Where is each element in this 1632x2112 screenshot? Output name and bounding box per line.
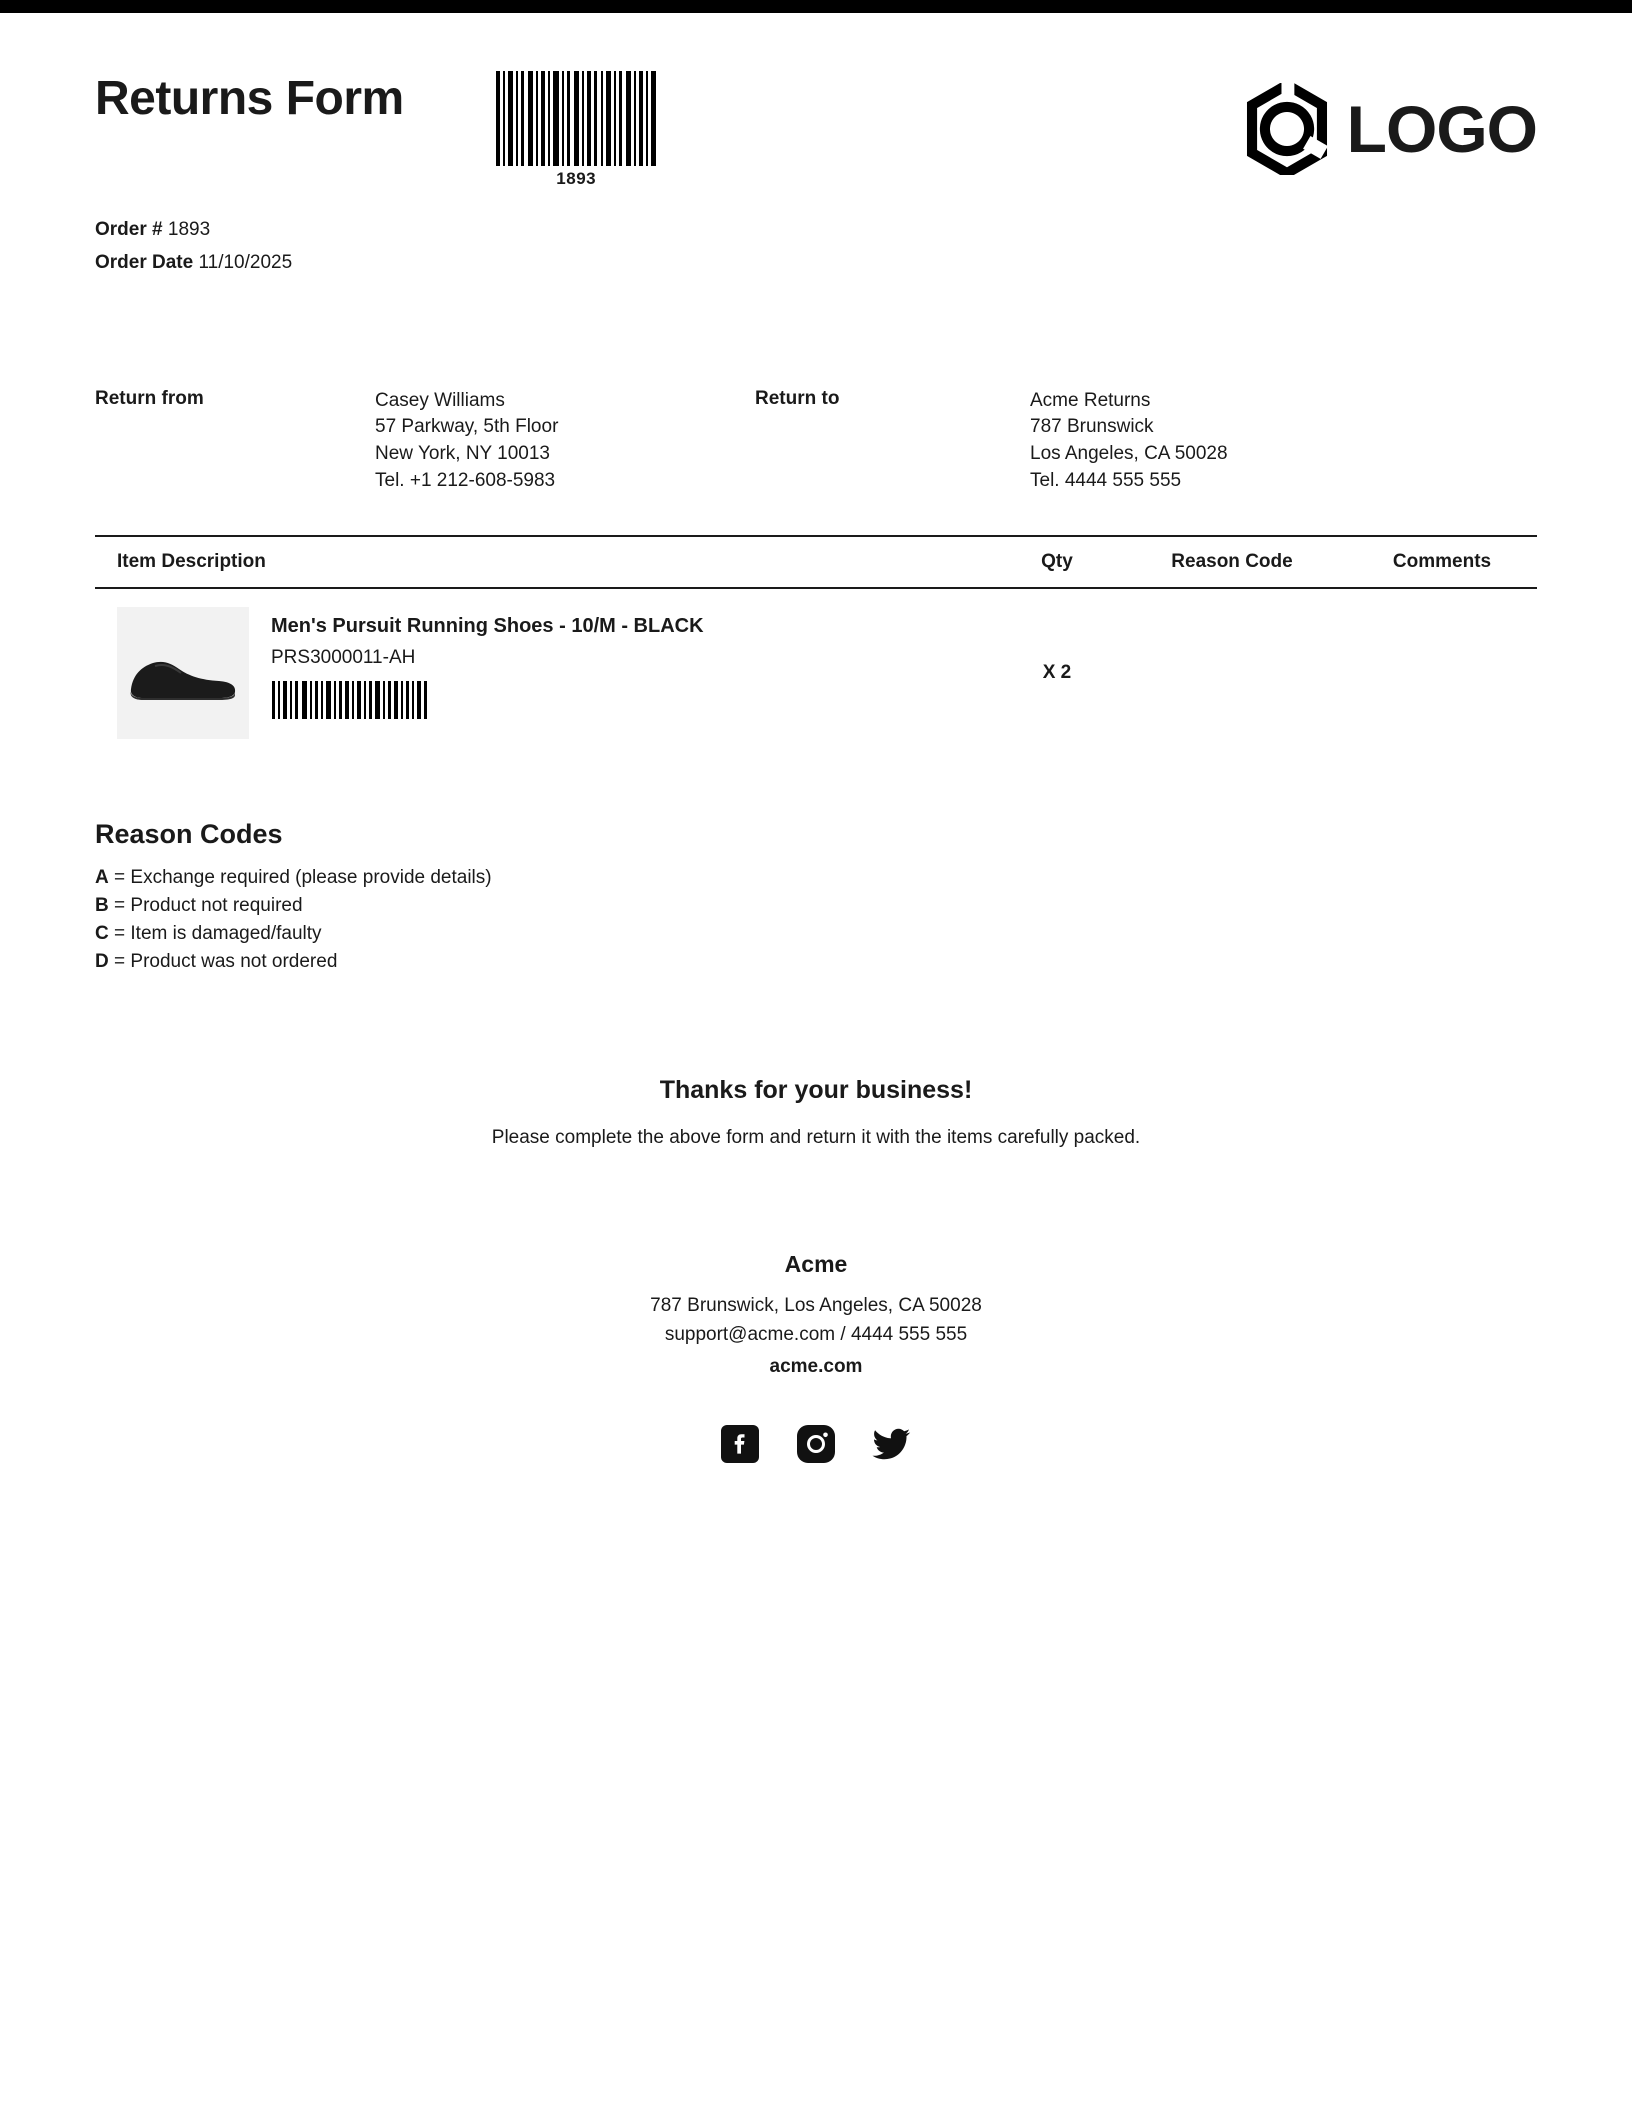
thanks-title: Thanks for your business! <box>659 1076 973 1105</box>
reason-code-item <box>95 864 1537 892</box>
order-date-value: 11/10/2025 <box>198 252 293 274</box>
item-title: Men's Pursuit Running Shoes - 10/M - BLACK <box>271 615 704 638</box>
footer-contact: support@acme.com / 4444 555 555 <box>664 1324 968 1346</box>
column-header-description: Item Description <box>117 551 266 573</box>
return-to-label: Return to <box>755 387 840 409</box>
return-to-street: 787 Brunswick <box>1030 416 1154 438</box>
column-header-comments: Comments <box>1392 551 1492 573</box>
order-number-label: Order # <box>95 219 163 240</box>
table-row <box>95 589 1537 757</box>
return-to-city: Los Angeles, CA 50028 <box>1030 443 1228 465</box>
items-table <box>95 535 1537 757</box>
return-to-tel: Tel. 4444 555 555 <box>1030 470 1182 492</box>
footer-company-name: Acme <box>784 1251 848 1278</box>
reason-code-letter: A <box>95 867 109 889</box>
top-black-bar <box>0 0 1632 13</box>
return-from-address <box>375 388 755 496</box>
order-number-value: 1893 <box>167 219 211 240</box>
reason-code-letter: C <box>95 923 109 945</box>
return-from-city: New York, NY 10013 <box>375 443 550 465</box>
return-to-name: Acme Returns <box>1030 389 1151 411</box>
item-sku: PRS3000011-AH <box>271 647 416 669</box>
return-from-name: Casey Williams <box>375 389 505 411</box>
reason-code-item <box>95 948 1537 976</box>
order-date-line <box>95 246 1537 279</box>
reason-code-text: = Product was not ordered <box>114 951 338 973</box>
footer-address: 787 Brunswick, Los Angeles, CA 50028 <box>650 1294 982 1316</box>
item-description-cell <box>117 607 997 739</box>
item-text-block <box>271 607 704 719</box>
table-header-row <box>95 535 1537 589</box>
order-date-label: Order Date <box>95 252 194 274</box>
reason-code-text: = Exchange required (please provide details) <box>114 867 492 889</box>
brand-logo <box>1241 83 1537 175</box>
reason-code-letter: D <box>95 951 109 973</box>
order-number-line <box>95 213 1537 246</box>
reason-code-item <box>95 892 1537 920</box>
reason-codes-heading: Reason Codes <box>95 819 283 850</box>
page-title: Returns Form <box>95 72 404 125</box>
reason-codes-section <box>95 819 1537 976</box>
twitter-icon[interactable] <box>871 1423 913 1474</box>
thanks-subtitle: Please complete the above form and return it with the items carefully packed. <box>491 1127 1141 1149</box>
thanks-section <box>95 1076 1537 1149</box>
return-from-label: Return from <box>95 387 204 409</box>
column-header-qty: Qty <box>1041 551 1073 573</box>
order-barcode-block <box>494 71 659 189</box>
logo-mark-icon <box>1241 83 1333 175</box>
reason-code-item <box>95 920 1537 948</box>
column-header-reason-code: Reason Code <box>1171 551 1293 573</box>
instagram-icon[interactable] <box>795 1423 837 1474</box>
footer-website[interactable]: acme.com <box>769 1355 863 1377</box>
facebook-icon[interactable] <box>719 1423 761 1474</box>
item-barcode-icon <box>271 681 431 719</box>
return-from-street: 57 Parkway, 5th Floor <box>375 416 559 438</box>
reason-code-letter: B <box>95 895 109 917</box>
document-page <box>0 13 1632 1474</box>
order-meta <box>95 213 1537 280</box>
reason-code-text: = Product not required <box>114 895 303 917</box>
return-to-address <box>1030 388 1410 496</box>
address-block <box>95 388 1537 496</box>
order-barcode-icon <box>494 71 659 166</box>
item-thumbnail <box>117 607 249 739</box>
running-shoe-image <box>127 649 239 701</box>
return-from-tel: Tel. +1 212-608-5983 <box>375 470 556 492</box>
reason-code-text: = Item is damaged/faulty <box>114 923 322 945</box>
order-barcode-caption: 1893 <box>556 169 597 188</box>
item-qty: X 2 <box>1042 662 1072 684</box>
logo-text: LOGO <box>1346 92 1537 166</box>
social-links <box>95 1423 1537 1474</box>
document-header <box>95 13 1537 189</box>
document-footer <box>95 1247 1537 1474</box>
